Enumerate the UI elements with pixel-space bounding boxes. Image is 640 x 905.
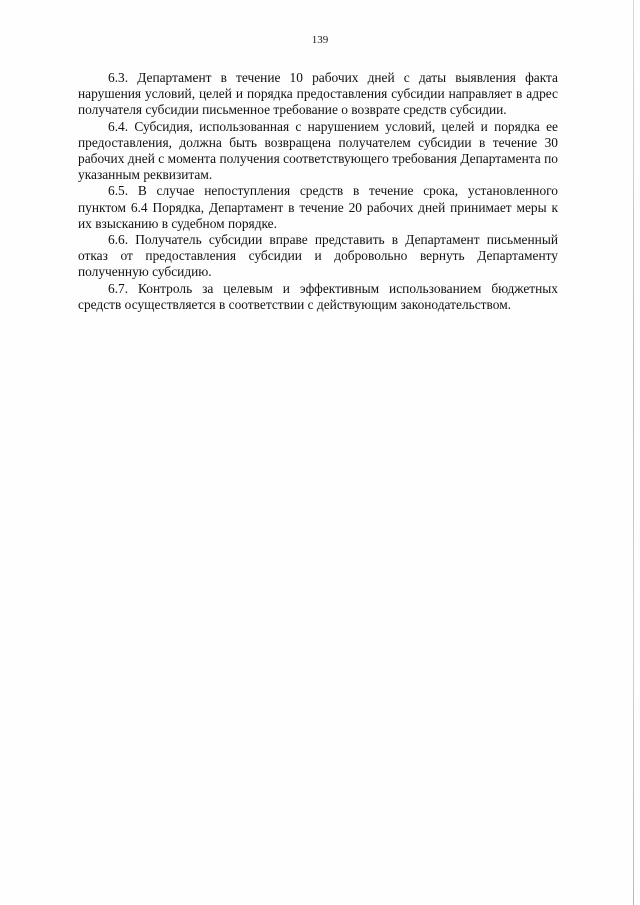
page-number: 139 bbox=[311, 34, 329, 46]
paragraph-6-5: 6.5. В случае непоступления средств в течение срока, установленного пунктом 6.4 Порядка, Департамент в течение 20 рабочих дней принимает меры к их взысканию в судебном порядке. bbox=[78, 183, 558, 231]
paragraph-6-7: 6.7. Контроль за целевым и эффективным использованием бюджетных средств осуществляется в соответствии с действующим законодательством. bbox=[78, 280, 558, 312]
paragraph-6-6: 6.6. Получатель субсидии вправе представить в Департамент письменный отказ от предоставления субсидии и добровольно вернуть Департаменту полученную субсидию. bbox=[78, 232, 558, 280]
scan-edge bbox=[633, 0, 634, 905]
paragraph-6-4: 6.4. Субсидия, использованная с нарушением условий, целей и порядка ее предоставления, должна быть возвращена получателем субсидии в течение 30 рабочих дней с момента получения соответствующего требования Департамента по указанным реквизитам. bbox=[78, 118, 558, 183]
document-body bbox=[78, 70, 558, 313]
paragraph-6-3: 6.3. Департамент в течение 10 рабочих дней с даты выявления факта нарушения условий, целей и порядка предоставления субсидии направляет в адрес получателя субсидии письменное требование о возврате средств субсидии. bbox=[78, 70, 558, 118]
